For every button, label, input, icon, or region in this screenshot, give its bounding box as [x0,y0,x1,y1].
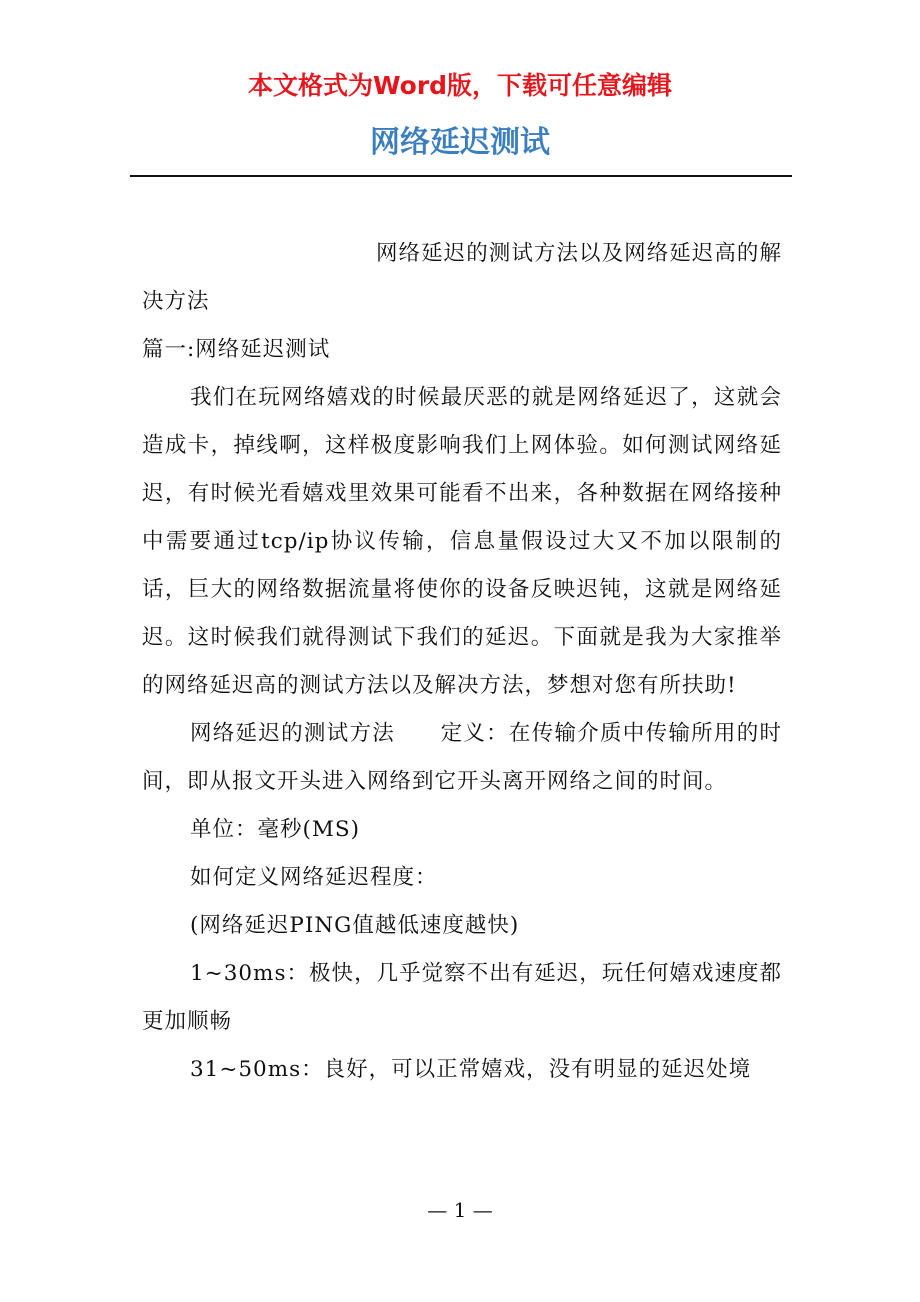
document-title: 网络延迟测试 [370,125,550,160]
body-paragraph: 我们在玩网络嬉戏的时候最厌恶的就是网络延迟了，这就会造成卡，掉线啊，这样极度影响我们上网体验。如何测试网络延迟，有时候光看嬉戏里效果可能看不出来，各种数据在网络接种中需要通过tcp/ip协议传输，信息量假设过大又不加以限制的话，巨大的网络数据流量将使你的设备反映迟钝，这就是网络延迟。这时候我们就得测试下我们的延迟。下面就是我为大家推举的网络延迟高的测试方法以及解决方法，梦想对您有所扶助! [142,385,782,698]
document-body [142,230,782,1094]
intro-paragraph: 网络延迟的测试方法以及网络延迟高的解决方法 [142,241,782,314]
latency-level-1: 1~30ms：极快，几乎觉察不出有延迟，玩任何嬉戏速度都更加顺畅 [142,961,782,1034]
latency-level-2: 31~50ms：良好，可以正常嬉戏，没有明显的延迟处境 [190,1057,752,1082]
section-heading: 篇一:网络延迟测试 [142,337,331,362]
unit-line: 单位：毫秒(MS) [190,817,361,842]
definition-paragraph: 网络延迟的测试方法 定义：在传输介质中传输所用的时间，即从报文开头进入网络到它开头离开网络之间的时间。 [142,721,782,794]
ping-note: (网络延迟PING值越低速度越快) [190,913,520,938]
format-notice: 本文格式为Word版，下载可任意编辑 [247,71,673,100]
header-divider [130,175,792,177]
latency-definition-heading: 如何定义网络延迟程度： [190,865,438,890]
page-number: — 1 — [427,1198,493,1222]
